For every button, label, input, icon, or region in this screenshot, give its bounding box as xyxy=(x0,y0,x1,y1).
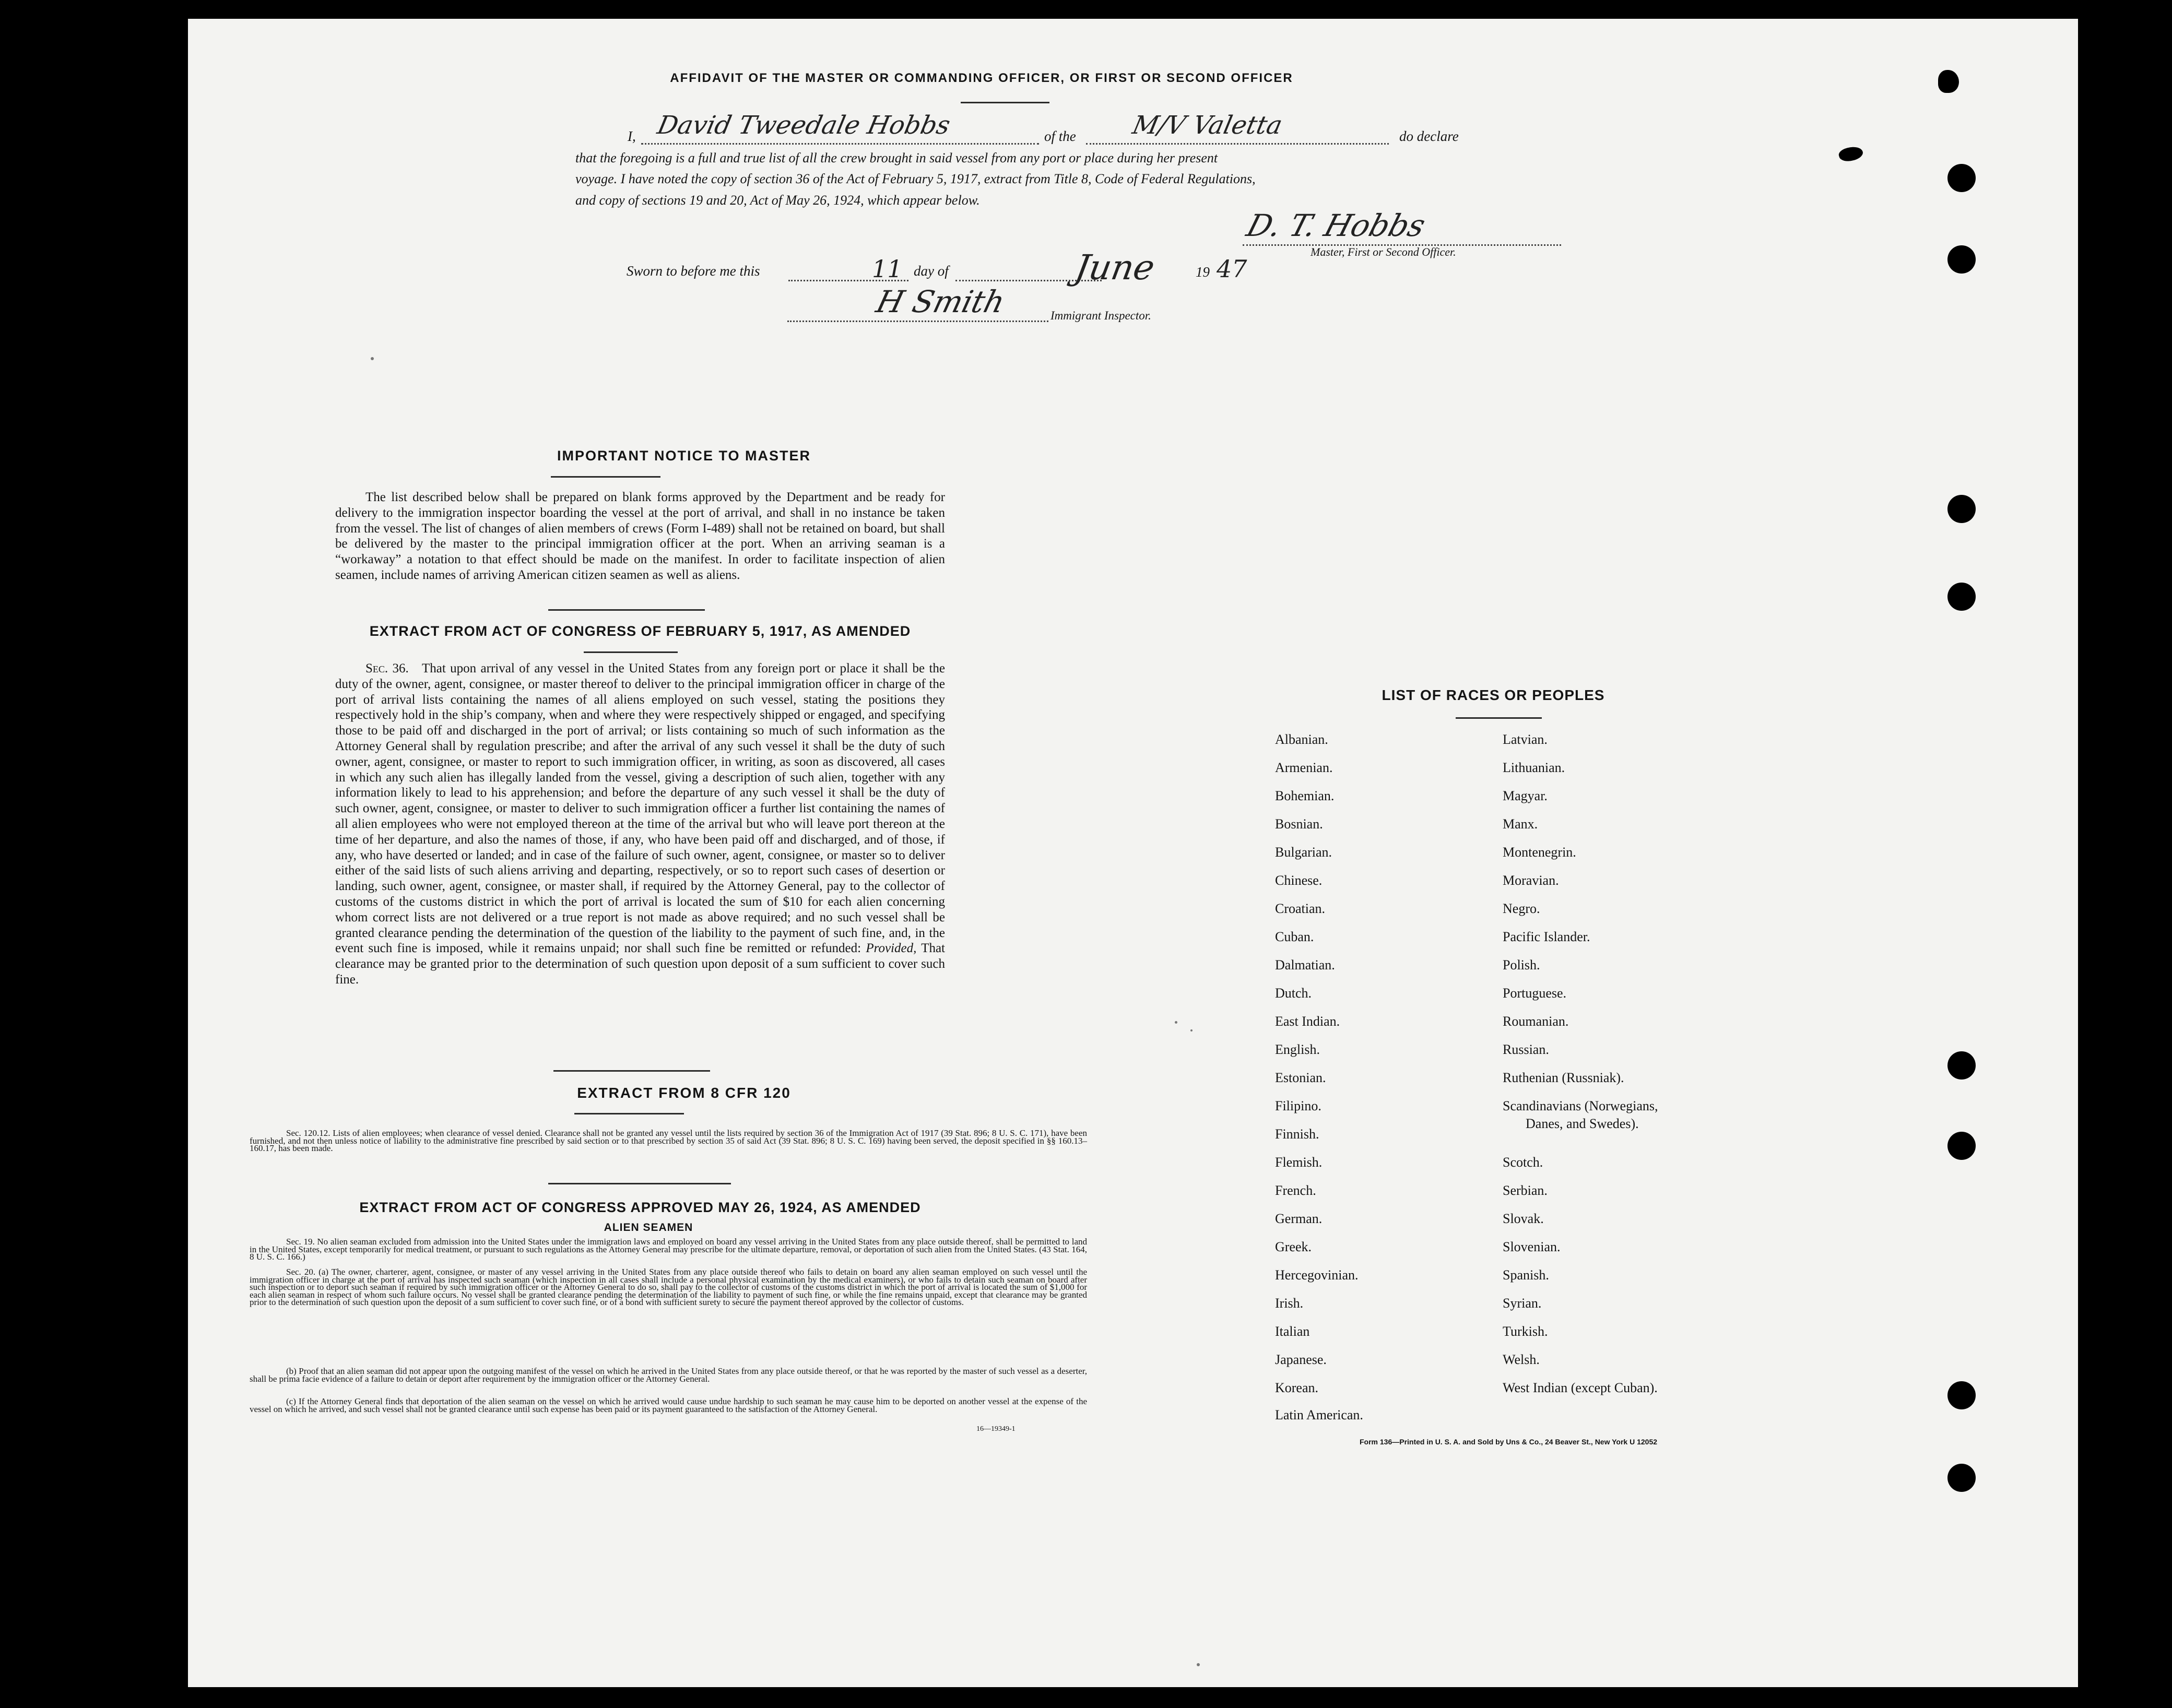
affidavit-line-3: voyage. I have noted the copy of section 36 of the Act of February 5, 1917, extract from Title 8, Code of Federal Regulations, xyxy=(575,171,1256,186)
race-item: Latvian. xyxy=(1503,732,1548,747)
race-item: Danes, and Swedes). xyxy=(1526,1116,1639,1131)
race-item: Albanian. xyxy=(1275,732,1328,747)
race-item: Latin American. xyxy=(1275,1407,1363,1422)
cfr-divider xyxy=(548,1183,731,1184)
extract-1917-underline xyxy=(584,651,678,653)
race-item: Pacific Islander. xyxy=(1503,929,1590,944)
ink-blot xyxy=(1837,144,1864,163)
punch-hole xyxy=(1947,1051,1976,1080)
race-item: Hercegovinian. xyxy=(1275,1267,1359,1283)
race-item: French. xyxy=(1275,1183,1316,1198)
notice-body: The list described below shall be prepared on blank forms approved by the Department and be ready for delivery to the immigration inspector boarding the vessel at the port of arrival, and shall in no instance be taken from the vessel. The list of changes of alien members of crews (Form I-489) shall not be retained on board, but shall be delivered by the master to the principal immigration officer at the port. When an arriving seaman is a “workaway” a notation to that effect should be made on the manifest. In order to facilitate inspection of alien seamen, include names of arriving American citizen seamen as well as aliens. xyxy=(335,490,945,582)
race-item: Slovenian. xyxy=(1503,1239,1561,1254)
sec-36-text-end: That clearance may be granted prior to the determination of such question upon deposit of a sum sufficient to cover such fine. xyxy=(335,941,946,987)
race-item: Italian xyxy=(1275,1324,1310,1339)
affidavit-line-2: that the foregoing is a full and true list of all the crew brought in said vessel from any port or place during her present xyxy=(575,150,1218,165)
race-item: Serbian. xyxy=(1503,1183,1548,1198)
sworn-month: June xyxy=(1072,247,1158,288)
vessel-name-handwritten: M/V Valetta xyxy=(1130,111,1285,140)
race-item: Armenian. xyxy=(1275,760,1333,775)
printer-footer: Form 136—Printed in U. S. A. and Sold by Uns & Co., 24 Beaver St., New York U 12052 xyxy=(1360,1438,1658,1446)
race-item: Irish. xyxy=(1275,1296,1304,1311)
race-item: Bosnian. xyxy=(1275,816,1323,832)
race-item: Portuguese. xyxy=(1503,986,1567,1001)
races-underline xyxy=(1456,717,1542,719)
cfr-body: Sec. 120.12. Lists of alien employees; when clearance of vessel denied. Clearance shall not be granted any vessel until the lists required by section 36 of the Immigration Act of 1917 (39 Stat. 896; 8 U. S. C. 171), have been furnished, and not then unless notice of liability to the administrative fine prescribed by said section or to that prescribed by section 35 of said Act (39 Stat. 896; 8 U. S. C. 169) having been served, the deposit specified in §§ 160.13–160.17, has been made. xyxy=(250,1128,1087,1154)
race-item: Estonian. xyxy=(1275,1070,1326,1085)
race-item: Croatian. xyxy=(1275,901,1326,916)
race-item: Scandinavians (Norwegians, xyxy=(1503,1098,1658,1113)
race-item: Slovak. xyxy=(1503,1211,1544,1226)
sec-36-text: That upon arrival of any vessel in the United States from any foreign port or place it shall be the duty of the owner, agent, consignee, or master thereof to deliver to the principal immigration officer in charge of the port of arrival lists containing the names of all aliens employed on such vessel, stating the positions they respectively hold in the ship’s company, when and where they were respectively shipped or engaged, and specifying those to be paid off and discharged in the port of arrival; or lists containing so much of such information as the Attorney General shall by regulation prescribe; and after the arrival of any such vessel it shall be the duty of such owner, agent, consignee, or master to report to such immigration officer, in writing, as soon as discovered, all cases in which any such alien has illegally landed from the vessel, giving a description of such alien, together with any information likely to lead to his apprehension; and before the departure of any such vessel it shall be the duty of such owner, agent, consignee, or master to deliver to such immigration officer a further list containing the names of all alien employees who were not employed thereon at the time of the arrival but who will leave port thereon at the time of her departure, and also the names of those, if any, who have been paid off and discharged, and of those, if any, who have deserted or landed; and in case of the failure of such owner, agent, consignee, or master so to deliver either of the said lists of such aliens arriving and departing, respectively, or so to report such cases of desertion or landing, such owner, agent, consignee, or master shall, if required by the Attorney General, pay to the collector of customs of the customs district in which the port of arrival is located the sum of $10 for each alien concerning whom correct lists are not delivered or a true report is not made as above required; and no such vessel shall be granted clearance pending the determination of the question of the liability to the payment of such fine, and, in the event such fine is imposed, while it remains unpaid; nor shall such fine be remitted or refunded: xyxy=(335,661,946,956)
sworn-text: Sworn to before me this xyxy=(627,263,760,279)
punch-hole xyxy=(1947,1132,1976,1160)
notice-underline xyxy=(551,476,660,478)
cfr-underline xyxy=(574,1113,684,1114)
race-item: Syrian. xyxy=(1503,1296,1542,1311)
master-signature: D. T. Hobbs xyxy=(1243,208,1430,243)
race-item: Filipino. xyxy=(1275,1098,1321,1113)
race-item: Turkish. xyxy=(1503,1324,1548,1339)
day-of-text: day of xyxy=(914,263,949,279)
race-item: Roumanian. xyxy=(1503,1014,1569,1029)
sec-20a-text: Sec. 20. (a) The owner, charterer, agent, consignee, or master of any vessel arriving in the United States from any place outside thereof who fails to detain on board any alien seaman employed on such vessel until the immigration officer in charge at the port of arrival has inspected such seaman (which inspection in all cases shall include a personal physical examination by the medical examiners), or who fails to detain such seaman on board after such inspection or to deport such seaman if required by such immigration officer or the Attorney General to do so, shall pay to the collector of customs of the customs district in which the port of arrival is located the sum of $1,000 for each alien seaman in respect of whom such failure occurs. No vessel shall be granted clearance pending the determination of the liability to payment of such fine, or while the fine remains unpaid, except that clearance may be granted prior to the determination of such question upon the deposit of a sum sufficient to cover such fine, or of a bond with sufficient surety to secure the payment thereof approved by the collector of customs. xyxy=(250,1267,1087,1308)
punch-hole xyxy=(1947,495,1976,523)
sec-20c-text: (c) If the Attorney General finds that deportation of the alien seaman on the vessel on which he arrived would cause undue hardship to such seaman he may cause him to be deported on another vessel at the expense of the vessel on which he arrived, and such vessel shall not be granted clearance until such expense has been paid or its payment guaranteed to the satisfaction of the Attorney General. xyxy=(250,1396,1087,1414)
speck xyxy=(371,357,374,360)
race-item: Greek. xyxy=(1275,1239,1312,1254)
inspector-signature: H Smith xyxy=(872,284,1009,319)
race-item: Cuban. xyxy=(1275,929,1314,944)
extract-1917-title: EXTRACT FROM ACT OF CONGRESS OF FEBRUARY 5, 1917, AS AMENDED xyxy=(369,623,911,639)
sworn-day: 11 xyxy=(872,255,903,283)
sec-20b-text: (b) Proof that an alien seaman did not appear upon the outgoing manifest of the vessel on which he arrived in the United States from any place outside thereof, or that he was reported by the master of such vessel as a deserter, shall be prima facie evidence of a failure to detain or deport after requirement by the immigration officer or the Attorney General. xyxy=(250,1366,1087,1384)
affidavit-title: AFFIDAVIT OF THE MASTER OR COMMANDING OFFICER, OR FIRST OR SECOND OFFICER xyxy=(670,71,1293,85)
cfr-title: EXTRACT FROM 8 CFR 120 xyxy=(577,1085,791,1101)
punch-hole xyxy=(1947,1381,1976,1409)
race-item: Scotch. xyxy=(1503,1155,1543,1170)
year-prefix: 19 xyxy=(1196,264,1210,280)
vessel-line xyxy=(1086,143,1389,145)
affidavit-line-4: and copy of sections 19 and 20, Act of May 26, 1924, which appear below. xyxy=(575,193,980,208)
race-item: Bohemian. xyxy=(1275,788,1335,803)
race-item: English. xyxy=(1275,1042,1320,1057)
of-the-text: of the xyxy=(1044,128,1076,144)
race-item: Magyar. xyxy=(1503,788,1548,803)
race-item: Spanish. xyxy=(1503,1267,1549,1283)
speck xyxy=(1190,1029,1193,1031)
ink-blot xyxy=(1938,70,1959,93)
races-title: LIST OF RACES OR PEOPLES xyxy=(1382,687,1605,703)
punch-hole xyxy=(1947,583,1976,611)
race-item: East Indian. xyxy=(1275,1014,1340,1029)
document-page xyxy=(188,19,2078,1687)
race-item: West Indian (except Cuban). xyxy=(1503,1380,1658,1395)
punch-hole xyxy=(1947,245,1976,274)
race-item: Dutch. xyxy=(1275,986,1312,1001)
extract-1924-title: EXTRACT FROM ACT OF CONGRESS APPROVED MAY 26, 1924, AS AMENDED xyxy=(359,1200,921,1215)
title-underline xyxy=(961,102,1049,103)
race-item: Japanese. xyxy=(1275,1352,1327,1367)
sec-36-label: Sec. 36. xyxy=(365,661,409,675)
sec-19-text: Sec. 19. No alien seaman excluded from admission into the United States under the immigration laws and employed on board any vessel arriving in the United States from any place outside thereof, shall be permitted to land in the United States, except temporarily for medical treatment, or pursuant to such regulations as the Attorney General may prescribe for the ultimate departure, removal, or deportation of such alien from the United States. (43 Stat. 164, 8 U. S. C. 166.) xyxy=(250,1237,1087,1262)
race-item: Moravian. xyxy=(1503,873,1559,888)
race-item: Welsh. xyxy=(1503,1352,1540,1367)
race-item: Bulgarian. xyxy=(1275,845,1332,860)
extract-1917-body xyxy=(335,661,945,988)
race-item: Finnish. xyxy=(1275,1126,1319,1142)
race-item: Flemish. xyxy=(1275,1155,1323,1170)
extract-1917-divider xyxy=(553,1070,710,1072)
race-item: Polish. xyxy=(1503,957,1540,972)
provided-label: Provided, xyxy=(866,941,917,956)
signature-caption: Master, First or Second Officer. xyxy=(1311,245,1456,258)
race-item: Korean. xyxy=(1275,1380,1319,1395)
do-declare-text: do declare xyxy=(1399,128,1459,144)
race-item: Negro. xyxy=(1503,901,1540,916)
form-code: 16—19349-1 xyxy=(976,1425,1016,1433)
notice-title: IMPORTANT NOTICE TO MASTER xyxy=(557,448,811,464)
punch-hole xyxy=(1947,164,1976,192)
speck xyxy=(1175,1021,1177,1024)
punch-hole xyxy=(1947,1464,1976,1492)
inspector-caption: Immigrant Inspector. xyxy=(1050,309,1151,322)
race-item: German. xyxy=(1275,1211,1323,1226)
notice-divider xyxy=(548,609,705,611)
master-name-handwritten: David Tweedale Hobbs xyxy=(655,111,953,140)
speck xyxy=(1197,1663,1200,1666)
race-item: Montenegrin. xyxy=(1503,845,1576,860)
alien-seamen-subtitle: ALIEN SEAMEN xyxy=(604,1221,693,1233)
race-item: Dalmatian. xyxy=(1275,957,1335,972)
race-item: Lithuanian. xyxy=(1503,760,1565,775)
year-suffix: 47 xyxy=(1217,255,1247,283)
race-item: Russian. xyxy=(1503,1042,1549,1057)
race-item: Ruthenian (Russniak). xyxy=(1503,1070,1624,1085)
race-item: Manx. xyxy=(1503,816,1538,832)
race-item: Chinese. xyxy=(1275,873,1323,888)
inspector-line xyxy=(787,321,1048,322)
name-line xyxy=(641,143,1039,145)
i-prefix: I, xyxy=(628,128,636,144)
